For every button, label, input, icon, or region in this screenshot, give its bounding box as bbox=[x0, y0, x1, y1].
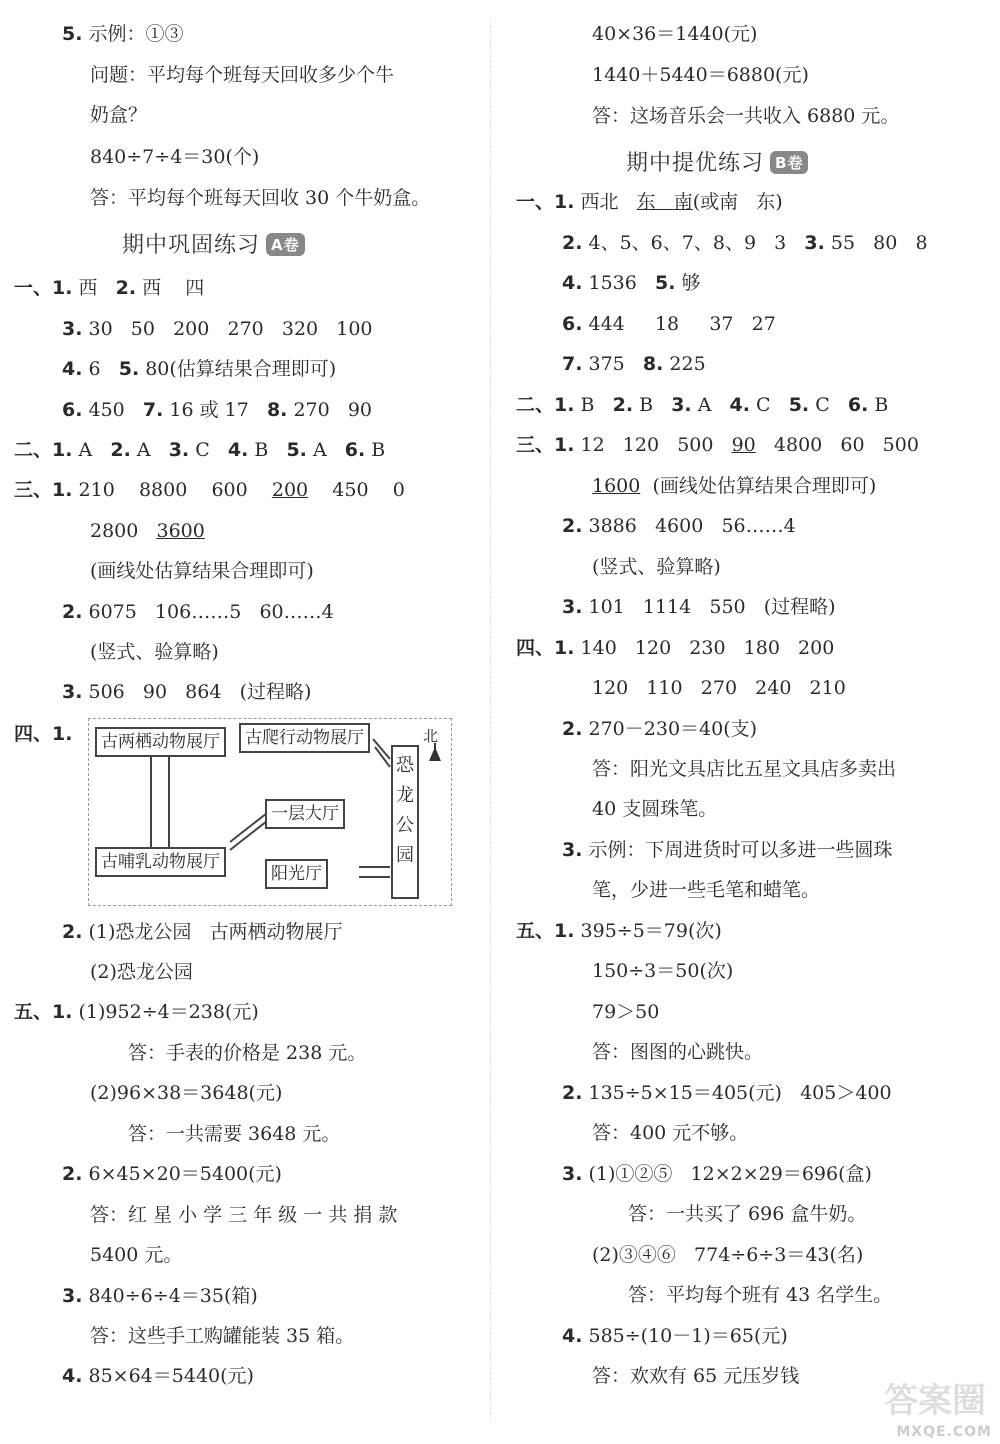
answer-line: 2. (1)恐龙公园 古两栖动物展厅 bbox=[62, 921, 343, 943]
answer-line: 150÷3＝50(次) bbox=[592, 960, 734, 982]
answer-line: 7. 375 8. 225 bbox=[562, 353, 706, 375]
answer-line: 79＞50 bbox=[592, 1001, 660, 1023]
answer-line: (2)恐龙公园 bbox=[90, 961, 193, 983]
answer-line: 5. 示例：①③ bbox=[62, 23, 184, 45]
answer-line: (竖式、验算略) bbox=[592, 556, 721, 578]
answer-line: 问题：平均每个班每天回收多少个牛 bbox=[90, 64, 395, 86]
answer-line: 五、1. (1)952÷4＝238(元) bbox=[14, 1001, 259, 1023]
answer-line: 五、1. 395÷5＝79(次) bbox=[516, 920, 722, 942]
answer-line: 120 110 270 240 210 bbox=[592, 677, 846, 699]
answer-line: 1440＋5440＝6880(元) bbox=[592, 64, 809, 86]
answer-line: 三、1. 210 8800 600 200 450 0 bbox=[14, 479, 405, 501]
answer-line: 笔，少进一些毛笔和蜡笔。 bbox=[592, 879, 821, 901]
answer-line: 答：这些手工购罐能装 35 箱。 bbox=[90, 1325, 355, 1347]
answer-line: (2)③④⑥ 774÷6÷3＝43(名) bbox=[592, 1244, 864, 1266]
answer-line: 答：平均每个班每天回收 30 个牛奶盒。 bbox=[90, 187, 431, 209]
answer-line: 3. 30 50 200 270 320 100 bbox=[62, 318, 373, 340]
answer-line: 四、1. bbox=[14, 723, 73, 745]
museum-map bbox=[88, 718, 452, 906]
answer-line: 奶盒？ bbox=[90, 104, 148, 126]
answer-line: 二、1. A 2. A 3. C 4. B 5. A 6. B bbox=[14, 439, 386, 461]
answer-line: 答：图图的心跳快。 bbox=[592, 1041, 764, 1063]
answer-line: 1600 (画线处估算结果合理即可) bbox=[592, 475, 877, 497]
answer-line: 答：一共买了 696 盒牛奶。 bbox=[628, 1203, 867, 1225]
section-title-b: 期中提优练习 B卷 bbox=[626, 146, 808, 177]
answer-line: 4. 1536 5. 够 bbox=[562, 272, 701, 294]
answer-line: 2. 4、5、6、7、8、9 3 3. 55 80 8 bbox=[562, 232, 928, 254]
answer-line: 四、1. 140 120 230 180 200 bbox=[516, 637, 835, 659]
badge-b: B卷 bbox=[770, 151, 808, 174]
answer-line: 4. 585÷(10－1)＝65(元) bbox=[562, 1325, 788, 1347]
north-label: 北 bbox=[423, 727, 439, 745]
answer-line: 3. 101 1114 550 (过程略) bbox=[562, 596, 836, 618]
answer-line: 答：400 元不够。 bbox=[592, 1122, 749, 1144]
answer-line: 2. 6075 106……5 60……4 bbox=[62, 601, 334, 623]
answer-line: 答：这场音乐会一共收入 6880 元。 bbox=[592, 105, 900, 127]
answer-line: 4. 6 5. 80(估算结果合理即可) bbox=[62, 358, 337, 380]
answer-line: 2800 3600 bbox=[90, 520, 205, 542]
answer-line: 6. 444 18 37 27 bbox=[562, 313, 776, 335]
answer-line: 3. (1)①②⑤ 12×2×29＝696(盒) bbox=[562, 1163, 872, 1185]
answer-line: 840÷7÷4＝30(个) bbox=[90, 146, 260, 168]
answer-line: 三、1. 12 120 500 90 4800 60 500 bbox=[516, 434, 919, 456]
answer-line: 2. 3886 4600 56……4 bbox=[562, 515, 796, 537]
answer-line: 3. 示例：下周进货时可以多进一些圆珠 bbox=[562, 839, 893, 861]
answer-line: 5400 元。 bbox=[90, 1244, 183, 1266]
answer-line: 2. 6×45×20＝5400(元) bbox=[62, 1163, 282, 1185]
hall-mammal: 古哺乳动物展厅 bbox=[95, 847, 226, 877]
hall-lobby: 一层大厅 bbox=[265, 799, 345, 829]
answer-line: 答：手表的价格是 238 元。 bbox=[128, 1042, 367, 1064]
answer-line: 40 支圆珠笔。 bbox=[592, 798, 718, 820]
answer-line: 二、1. B 2. B 3. A 4. C 5. C 6. B bbox=[516, 394, 889, 416]
watermark-site: MXQE.COM bbox=[896, 1424, 992, 1440]
answer-line: 4. 85×64＝5440(元) bbox=[62, 1365, 254, 1387]
answer-line: 3. 840÷6÷4＝35(箱) bbox=[62, 1285, 258, 1307]
answer-line: 2. 135÷5×15＝405(元) 405＞400 bbox=[562, 1082, 892, 1104]
answer-line: 答：红 星 小 学 三 年 级 一 共 捐 款 bbox=[90, 1204, 398, 1226]
answer-line: (竖式、验算略) bbox=[90, 641, 219, 663]
watermark-logo: 答案圈 bbox=[884, 1381, 986, 1421]
answer-line: 2. 270－230＝40(支) bbox=[562, 718, 758, 740]
answer-line: 3. 506 90 864 (过程略) bbox=[62, 681, 312, 703]
hall-reptile: 古爬行动物展厅 bbox=[239, 723, 370, 753]
hall-sunlight: 阳光厅 bbox=[265, 859, 328, 889]
section-title-a: 期中巩固练习 A卷 bbox=[122, 228, 305, 259]
answer-line: (画线处估算结果合理即可) bbox=[90, 560, 314, 582]
badge-a: A卷 bbox=[266, 233, 305, 256]
answer-line: 答：欢欢有 65 元压岁钱 bbox=[592, 1365, 800, 1387]
column-divider bbox=[490, 20, 491, 1420]
answer-line: 答：平均每个班有 43 名学生。 bbox=[628, 1284, 893, 1306]
dinosaur-park: 恐 龙 公 园 bbox=[391, 745, 419, 899]
answer-line: (2)96×38＝3648(元) bbox=[90, 1082, 283, 1104]
answer-line: 40×36＝1440(元) bbox=[592, 23, 758, 45]
answer-line: 6. 450 7. 16 或 17 8. 270 90 bbox=[62, 399, 373, 421]
answer-line: 答：一共需要 3648 元。 bbox=[128, 1123, 341, 1145]
answer-line: 答：阳光文具店比五星文具店多卖出 bbox=[592, 758, 897, 780]
hall-amphibian: 古两栖动物展厅 bbox=[95, 727, 226, 757]
answer-line: 一、1. 西北 东 南(或南 东) bbox=[516, 191, 783, 213]
answer-line: 一、1. 西 2. 西 四 bbox=[14, 277, 205, 299]
